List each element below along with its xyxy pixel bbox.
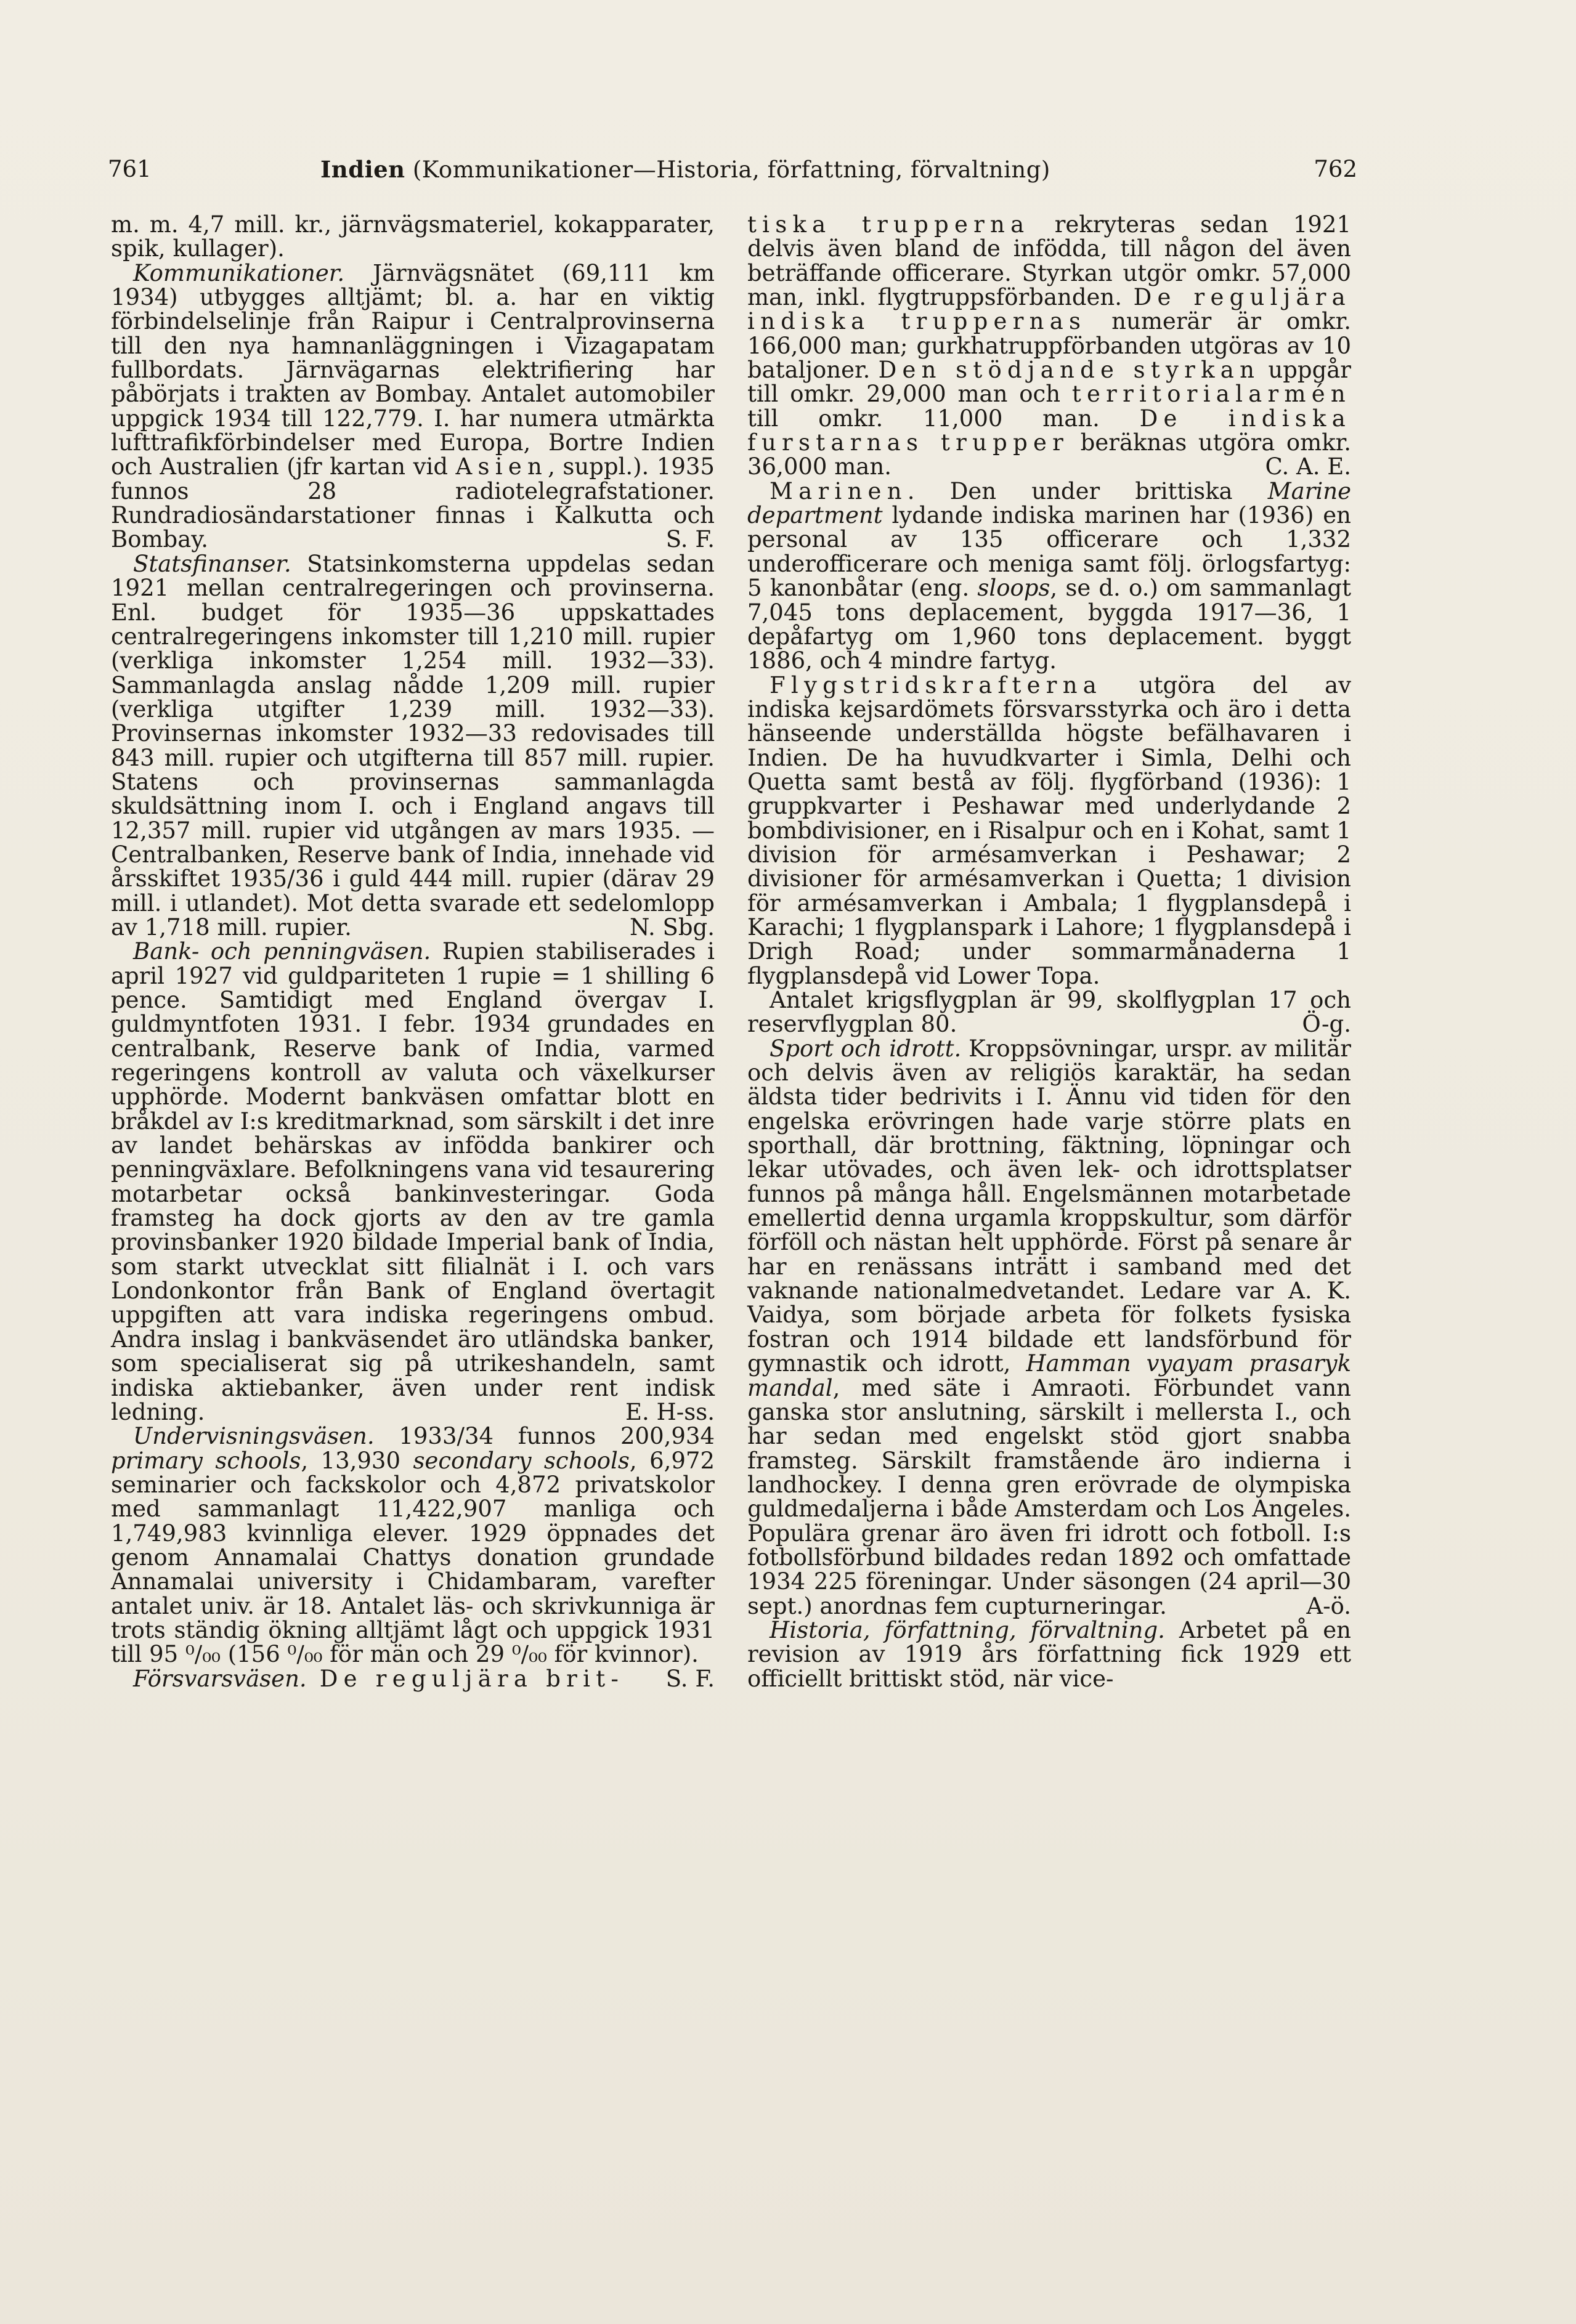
- running-title: [320, 148, 1050, 192]
- section-heading: Försvarsväsen.: [133, 1665, 307, 1692]
- paragraph-bank: Bank- och penningväsen. Rupien stabiliserades i april 1927 vid guldpariteten 1 rupie = 1 shilling 6 pence. Samtidigt med England övergav I. guldmyntfoten 1931. I febr. 1934 grundades en centralbank, Reserve bank of India, varmed regeringens kontroll av valuta och växelkurser upphörde. Modernt bankväsen omfattar blott en bråkdel av I:s kreditmarknad, som särskilt i det inre av landet behärskas av infödda bankirer och penningväxlare. Befolkningens vana vid tesaurering motarbetar också bankinvesteringar. Goda framsteg ha dock gjorts av den av tre gamla provinsbanker 1920 bildade Imperial bank of India, som starkt utvecklat sitt filialnät i I. och vars Londonkontor från Bank of England övertagit uppgiften att vara indiska regeringens ombud. Andra inslag i bankväsendet äro utländska banker, som specialiserat sig på utrikeshandeln, samt indiska aktiebanker, även under rent indisk ledning. E. H-ss.: [111, 938, 715, 1425]
- right-column: [747, 213, 1351, 1691]
- author-signature: S. F.: [665, 1665, 715, 1692]
- author-signature: N. Sbg.: [629, 913, 715, 941]
- paragraph-forsvar: Försvarsväsen. De reguljära brit-: [133, 1665, 625, 1692]
- paragraph-sport: Sport och idrott. Kroppsövningar, urspr. av militär och delvis även av religiös karaktär, ha sedan äldsta tider bedrivits i I. Ännu vid tiden för den engelska erövringen hade varje större plats en sporthall, där brottning, fäktning, löpningar och lekar utövades, och även lek- och idrottsplatser funnos på många håll. Engelsmännen motarbetade emellertid denna urgamla kroppskultur, som därför förföll och nästan helt upphörde. Först på senare år har en renässans inträtt i samband med det vaknande nationalmedvetandet. Ledare var A. K. Vaidya, som började arbeta för folkets fysiska fostran och 1914 bildade ett landsförbund för gymnastik och idrott, Hamman vyayam prasaryk mandal, med säte i Amraoti. Förbundet vann ganska stor anslutning, särskilt i mellersta I., och har sedan med engelskt stöd gjort snabba framsteg. Särskilt framstående äro indierna i landhockey. I denna gren erövrade de olympiska guldmedaljerna i både Amsterdam och Los Angeles. Populära grenar äro även fri idrott och fotboll. I:s fotbollsförbund bildades redan 1892 och omfattade 1934 225 föreningar. Under säsongen (24 april—30 sept.) anordnas fem cupturneringar. A-ö.: [747, 1035, 1352, 1619]
- section-heading: Statsfinanser.: [133, 550, 291, 577]
- paragraph-undervisning: Undervisningsväsen. 1933/34 funnos 200,934 primary schools, 13,930 secondary schools, 6,972 seminarier och fackskolor och 4,872 privatskolor med sammanlagt 11,422,907 manliga och 1,749,983 kvinnliga elever. 1929 öppnades det genom Annamalai Chattys donation grundade Annamalai university i Chidambaram, varefter antalet univ. är 18. Antalet läs- och skrivkunniga är trots ständig ökning alltjämt lågt och uppgick 1931 till 95 ⁰/₀₀ (156 ⁰/₀₀ för män och 29 ⁰/₀₀ för kvinnor). S. F.: [111, 1423, 715, 1692]
- section-heading: Bank- och penningväsen.: [133, 938, 431, 965]
- running-title-bold: Indien: [320, 156, 405, 183]
- page-number-left: 761: [108, 156, 152, 182]
- section-heading: Kommunikationer.: [133, 259, 345, 286]
- paragraph-historia: Historia, författning, förvaltning. Arbetet på en revision av 1919 års författning fick 1929 ett officiellt brittiskt stöd, när vice-: [747, 1616, 1351, 1692]
- section-heading: Undervisningsväsen.: [133, 1423, 375, 1450]
- paragraph-trupper: tiska trupperna rekryteras sedan 1921 delvis även bland de infödda, till någon del även beträffande officerare. Styrkan utgör omkr. 57,000 man, inkl. flygtruppsförbanden. De reguljära indiska truppernas numerär är omkr. 166,000 man; gurkhatruppförbanden utgöras av 10 bataljoner. Den stödjande styrkan uppgår till omkr. 29,000 man och territorialarmén till omkr. 11,000 man. De indiska furstarnas trupper beräknas utgöra omkr. 36,000 man. C. A. E.: [747, 211, 1352, 480]
- left-column: [111, 213, 715, 1691]
- author-signature: E. H-ss.: [625, 1398, 715, 1425]
- author-signature: S. F.: [665, 526, 715, 553]
- paragraph-flygstridskrafter: Flygstridskrafterna utgöra del av indiska kejsardömets försvarsstyrka och äro i detta hänseende underställda högste befälhavaren i Indien. De ha huvudkvarter i Simla, Delhi och Quetta samt bestå av följ. flygförband (1936): 1 gruppkvarter i Peshawar med underlydande 2 bombdivisioner, en i Risalpur och en i Kohat, samt 1 division för armésamverkan i Peshawar; 2 divisioner för armésamverkan i Quetta; 1 division för armésamverkan i Ambala; 1 flygplansdepå i Karachi; 1 flygplanspark i Lahore; 1 flygplansdepå i Drigh Road; under sommarmånaderna 1 flygplansdepå vid Lower Topa.: [747, 671, 1351, 989]
- section-heading: Historia, författning, förvaltning.: [770, 1616, 1165, 1643]
- author-signature: C. A. E.: [1265, 453, 1351, 480]
- running-title-rest: (Kommunikationer—Historia, författning, förvaltning): [405, 156, 1050, 183]
- author-signature: A-ö.: [1306, 1592, 1351, 1619]
- paragraph-krigsflygplan: Antalet krigsflygplan är 99, skolflygplan 17 och reservflygplan 80. Ö-g.: [747, 987, 1351, 1038]
- page-number-right: 762: [1314, 156, 1357, 182]
- section-heading: Sport och idrott.: [770, 1035, 962, 1062]
- page-header: [108, 148, 1357, 191]
- paragraph-kommunikationer: Kommunikationer. Järnvägsnätet (69,111 km 1934) utbygges alltjämt; bl. a. har en viktig förbindelselinje från Raipur i Centralprovinserna till den nya hamnanläggningen i Vizagapatam fullbordats. Järnvägarnas elektrifiering har påbörjats i trakten av Bombay. Antalet automobiler uppgick 1934 till 122,779. I. har numera utmärkta lufttrafikförbindelser med Europa, Bortre Indien och Australien (jfr kartan vid Asien, suppl.). 1935 funnos 28 radiotelegrafstationer. Rundradiosändarstationer finnas i Kalkutta och Bombay. S. F.: [111, 259, 715, 553]
- author-signature: Ö-g.: [1302, 1011, 1351, 1038]
- paragraph-marinen: Marinen. Den under brittiska Marine department lydande indiska marinen har (1936) en personal av 135 officerare och 1,332 underofficerare och meniga samt följ. örlogsfartyg: 5 kanonbåtar (eng. sloops, se d. o.) om sammanlagt 7,045 tons deplacement, byggda 1917—36, 1 depåfartyg om 1,960 tons deplacement. byggt 1886, och 4 mindre fartyg.: [747, 477, 1351, 674]
- paragraph-statsfinanser: Statsfinanser. Statsinkomsterna uppdelas sedan 1921 mellan centralregeringen och provinserna. Enl. budget för 1935—36 uppskattades centralregeringens inkomster till 1,210 mill. rupier (verkliga inkomster 1,254 mill. 1932—33). Sammanlagda anslag nådde 1,209 mill. rupier (verkliga utgifter 1,239 mill. 1932—33). Provinsernas inkomster 1932—33 redovisades till 843 mill. rupier och utgifterna till 857 mill. rupier. Statens och provinsernas sammanlagda skuldsättning inom I. och i England angavs till 12,357 mill. rupier vid utgången av mars 1935. — Centralbanken, Reserve bank of India, innehade vid årsskiftet 1935/36 i guld 444 mill. rupier (därav 29 mill. i utlandet). Mot detta svarade ett sedelomlopp av 1,718 mill. rupier. N. Sbg.: [111, 550, 715, 941]
- paragraph-continuation: m. m. 4,7 mill. kr., järnvägsmateriel, kokapparater, spik, kullager).: [111, 211, 715, 262]
